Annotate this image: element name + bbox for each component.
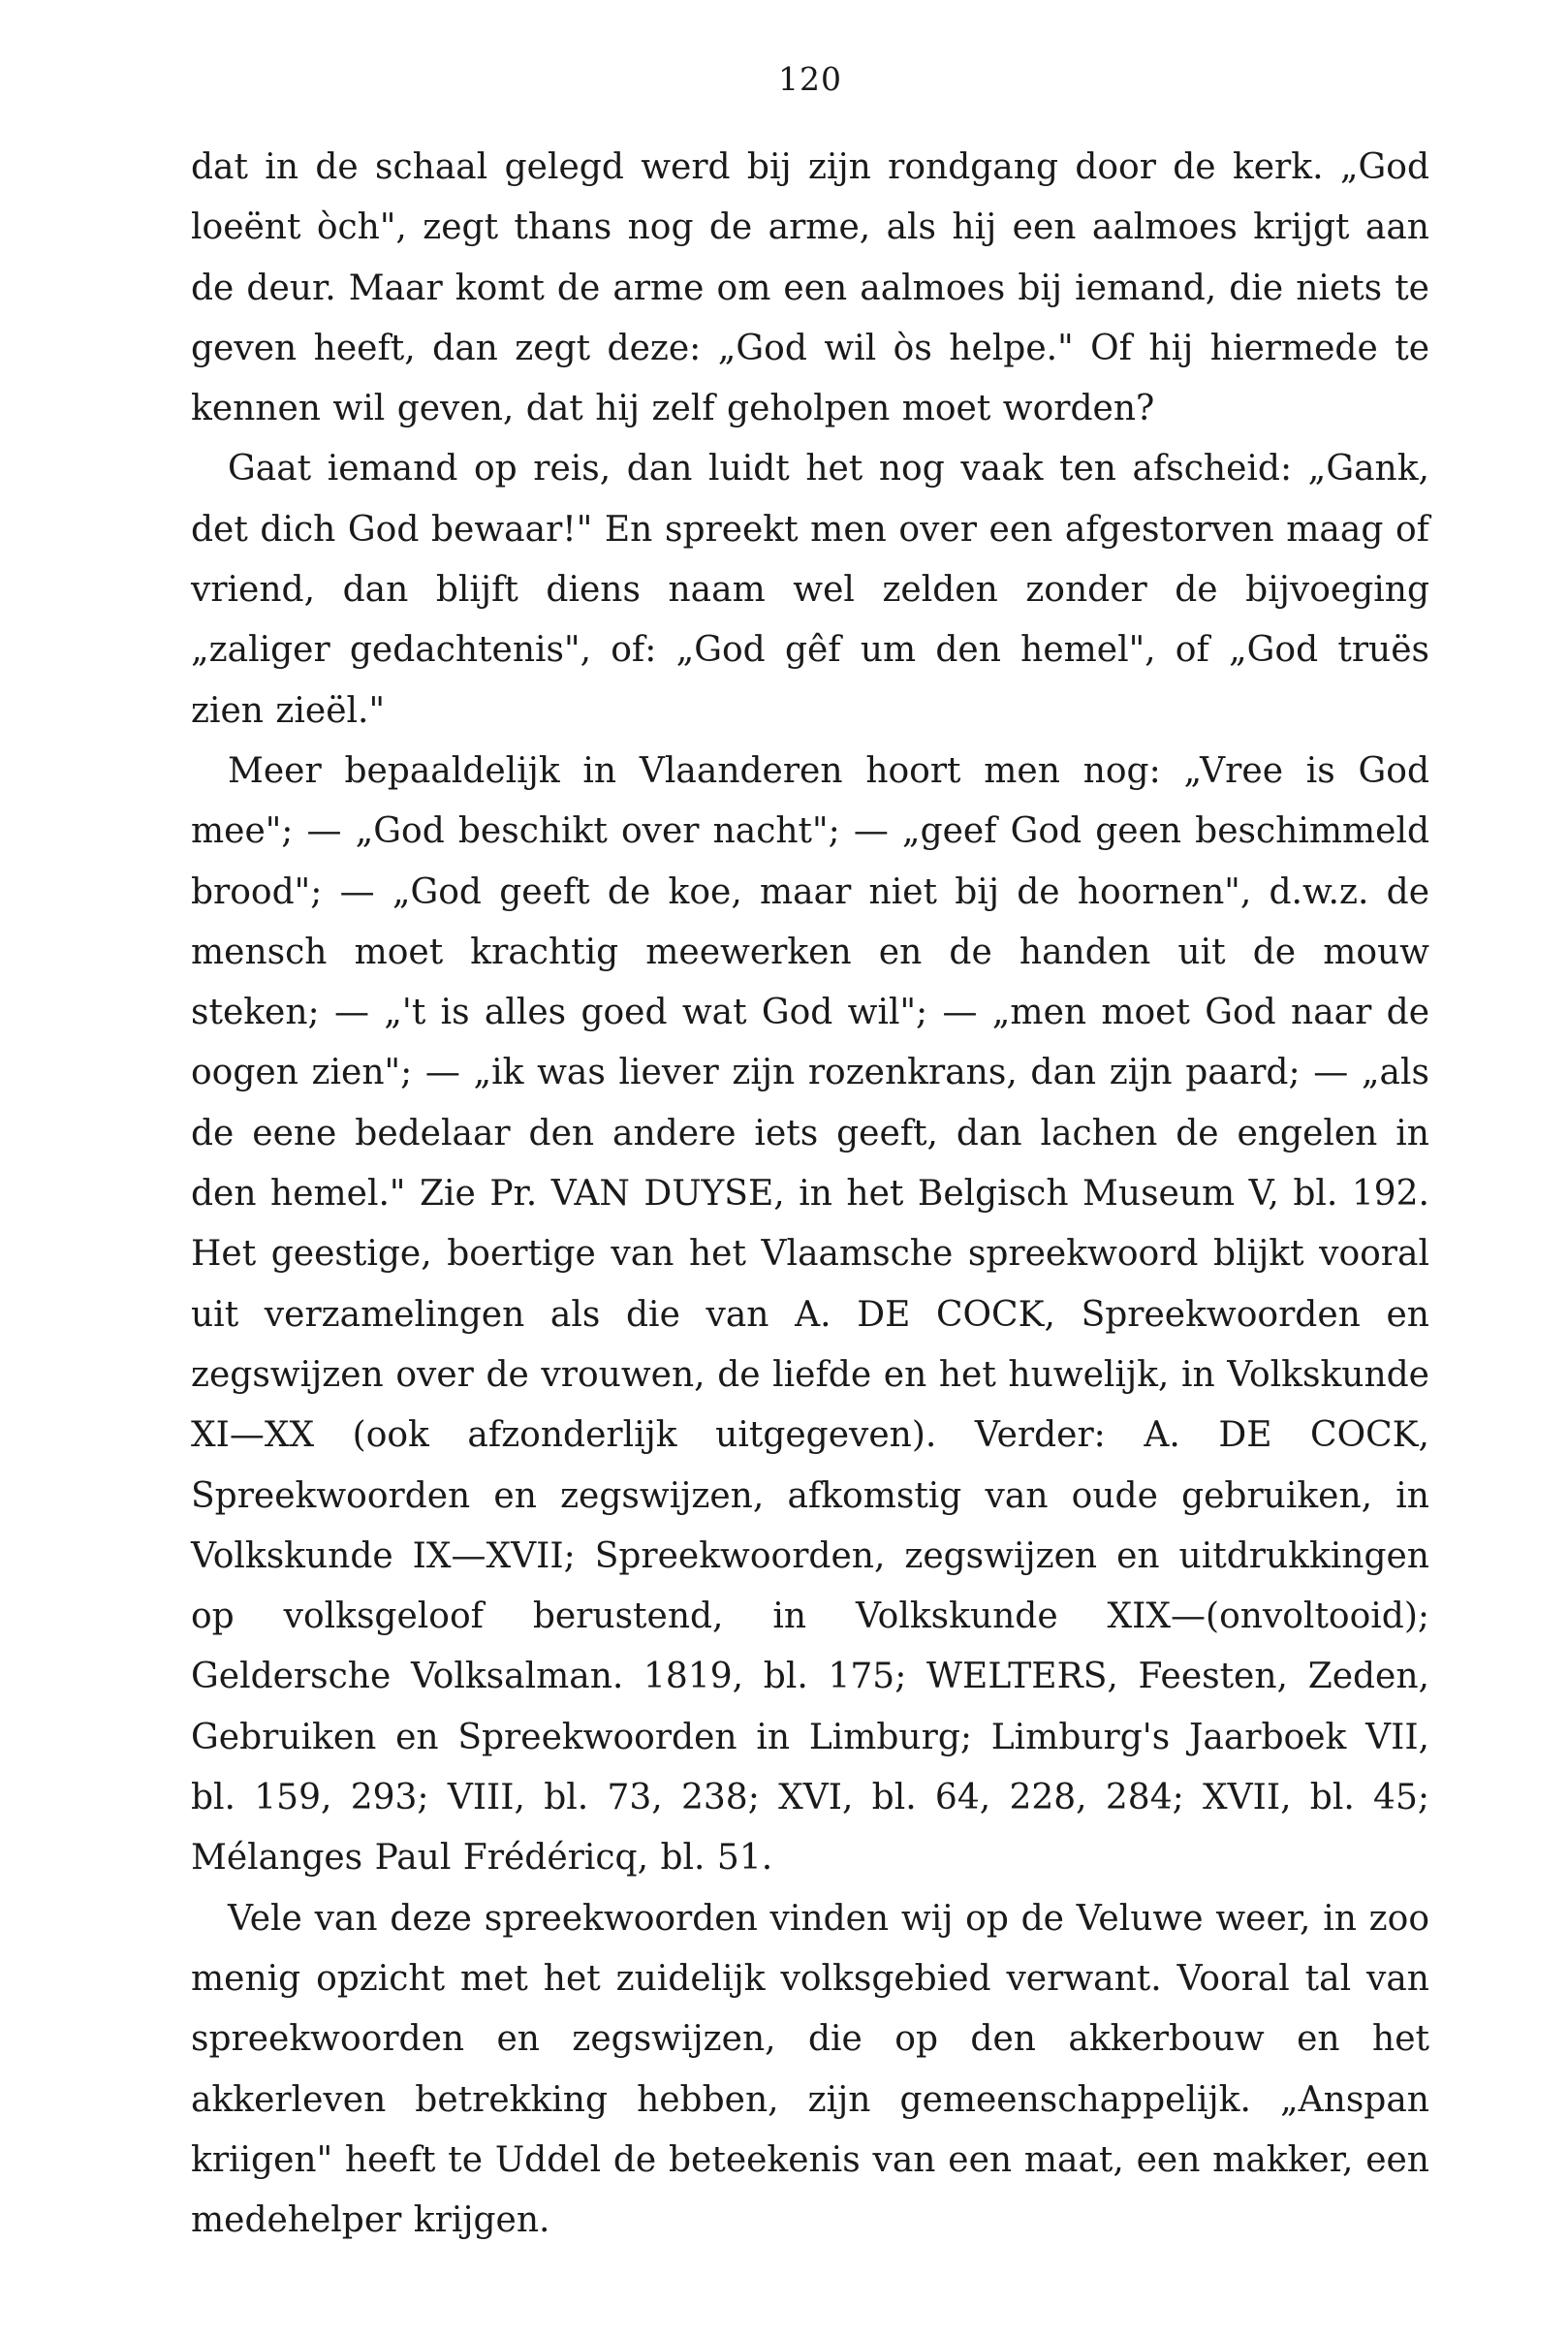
paragraph-3-text-c: , Spreekwoorden en zegswijzen over de vrouwen, de liefde en het huwelijk, in Volkskunde XI—XX (ook afzonderlijk uitgegeven). Verder: A.	[191, 1294, 1429, 1456]
paragraph-3-text-d: , Spreekwoorden en zegswijzen, afkomstig van oude gebruiken, in Volkskunde IX—XVII; Spreekwoorden, zegswijzen en uitdrukkingen op volksgeloof berustend, in Volkskunde XIX—(onvoltooid); Geldersche Volksalman. 1819, bl. 175;	[191, 1415, 1429, 1697]
author-welters: WELTERS	[926, 1657, 1108, 1697]
paragraph-4: Vele van deze spreekwoorden vinden wij op de Veluwe weer, in zoo menig opzicht met het zuidelijk volksgebied verwant. Vooral tal van spreekwoorden en zegswijzen, die op den akkerbouw en het akkerleven betrekking hebben, zijn gemeenschappelijk. „Anspan kriigen" heeft te Uddel de beteekenis van een maat, een makker, een medehelper krijgen.	[191, 1898, 1429, 2241]
author-van-duyse: VAN DUYSE	[550, 1174, 774, 1215]
paragraph-3-text-b: , in het Belgisch Museum V, bl. 192. Het geestige, boertige van het Vlaamsche spreekwoord blijkt vooral uit verzamelingen als die van A.	[191, 1174, 1429, 1335]
paragraph-3	[191, 742, 1429, 1889]
page-number: 120	[778, 60, 842, 98]
paragraph-3-text-e: , Feesten, Zeden, Gebruiken en Spreekwoorden in Limburg; Limburg's Jaarboek VII, bl. 159, 293; VIII, bl. 73, 238; XVI, bl. 64, 228, 284; XVII, bl. 45; Mélanges Paul Frédéricq, bl. 51.	[191, 1657, 1429, 1879]
book-page	[191, 60, 1429, 2251]
author-de-cock-1: DE COCK	[857, 1294, 1045, 1335]
author-de-cock-2: DE COCK	[1218, 1415, 1419, 1456]
paragraph-3-text-a: Meer bepaaldelijk in Vlaanderen hoort men nog: „Vree is God mee"; — „God beschikt over nacht"; — „geef God geen beschimmeld brood"; — „God geeft de koe, maar niet bij de hoornen", d.w.z. de mensch moet krachtig meewerken en de handen uit de mouw steken; — „'t is alles goed wat God wil"; — „men moet God naar de oogen zien"; — „ik was liever zijn rozenkrans, dan zijn paard; — „als de eene bedelaar den andere iets geeft, dan lachen de engelen in den hemel." Zie Pr.	[191, 750, 1429, 1215]
paragraph-1: dat in de schaal gelegd werd bij zijn rondgang door de kerk. „God loeënt òch", zegt thans nog de arme, als hij een aalmoes krijgt aan de deur. Maar komt de arme om een aalmoes bij iemand, die niets te geven heeft, dan zegt deze: „God wil òs helpe." Of hij hiermede te kennen wil geven, dat hij zelf geholpen moet worden?	[191, 147, 1429, 429]
paragraph-2: Gaat iemand op reis, dan luidt het nog vaak ten afscheid: „Gank, det dich God bewaar!" En spreekt men over een afgestorven maag of vriend, dan blijft diens naam wel zelden zonder de bijvoeging „zaliger gedachtenis", of: „God gêf um den hemel", of „God truës zien zieël."	[191, 449, 1429, 731]
